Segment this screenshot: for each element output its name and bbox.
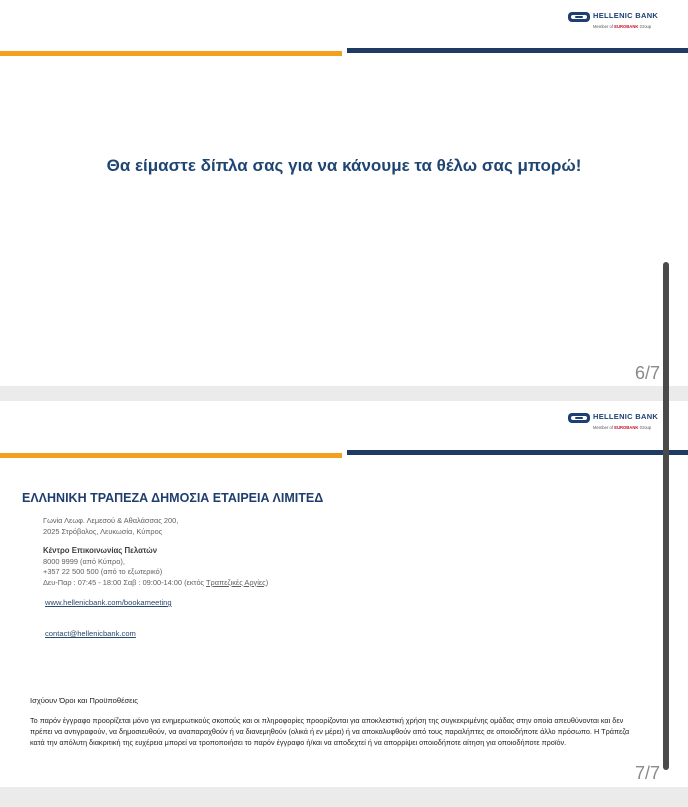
hellenic-bank-logo [568, 10, 678, 36]
logo-member-line: Member of EUROBANK Group [593, 24, 652, 29]
orange-divider [0, 51, 342, 56]
page-number: 7/7 [634, 763, 660, 783]
navy-divider [347, 48, 688, 53]
bank-holidays-link[interactable]: Τραπεζικές Αργίες [206, 577, 266, 587]
page-headline: Θα είμαστε δίπλα σας για να κάνουμε τα θέλω σας μπορώ! [106, 156, 582, 175]
navy-divider [347, 450, 688, 455]
document-page-6 [0, 0, 688, 386]
contact-center-block [43, 546, 268, 588]
hellenic-bank-emblem-icon [568, 12, 590, 22]
page-number: 6/7 [634, 363, 660, 383]
orange-divider [0, 453, 342, 458]
eurobank-brand: EUROBANK [614, 425, 639, 430]
bank-title: ΕΛΛΗΝΙΚΗ ΤΡΑΠΕΖΑ ΔΗΜΟΣΙΑ ΕΤΑΙΡΕΙΑ ΛΙΜΙΤΕΔ [22, 491, 324, 505]
address-block [43, 516, 178, 537]
document-page-7 [0, 401, 688, 787]
vertical-scrollbar[interactable] [663, 262, 669, 770]
address-line-1: Γωνία Λεωφ. Λεμεσού & Αθαλάσσας 200, [43, 516, 179, 525]
eurobank-brand: EUROBANK [614, 24, 639, 29]
opening-hours: Δευ-Παρ : 07:45 - 18:00 Σαβ : 09:00-14:00 (εκτός Τραπεζικές Αργίες) [43, 577, 269, 587]
book-meeting-link[interactable]: www.hellenicbank.com/bookameeting [45, 598, 172, 607]
logo-name: HELLENIC BANK [593, 412, 659, 421]
contact-email-link[interactable]: contact@hellenicbank.com [45, 629, 136, 638]
terms-body: Το παρόν έγγραφο προορίζεται μόνο για ενημερωτικούς σκοπούς και οι πληροφορίες προορίζονται για αποκλειστική χρήση της συγκεκριμένης ομάδας στην οποία απευθύνονται και δεν πρέπει να αντιγραφούν, να δημοσιευθούν, να αναπαραχθούν ή να διανεμηθούν (ολικά ή εν μέρει) ή να αποκαλυφθούν από τους παραλήπτες σε οποιοδήποτε άλλο πρόσωπο. Η Τράπεζα κατά την απόλυτη διακριτική της ευχέρεια μπορεί να τροποποιήσει το παρόν έγγραφο ή/και να αποδεχτεί ή να απορρίψει οποιοδήποτε αίτηση για οποιοδήποτε προϊόν. [30, 716, 630, 747]
phone-abroad[interactable]: +357 22 500 500 (από το εξωτερικό) [43, 567, 163, 576]
logo-name: HELLENIC BANK [593, 11, 659, 20]
terms-title: Ισχύουν Όροι και Προϋποθέσεις [30, 696, 138, 705]
contact-center-heading: Κέντρο Επικοινωνίας Πελατών [43, 546, 158, 555]
phone-cyprus[interactable]: 8000 9999 (από Κύπρο), [43, 556, 125, 566]
hellenic-bank-emblem-icon [568, 413, 590, 423]
address-line-2: 2025 Στρόβολος, Λευκωσία, Κύπρος [43, 526, 163, 536]
hellenic-bank-logo [568, 411, 678, 437]
logo-member-line: Member of EUROBANK Group [593, 425, 652, 430]
